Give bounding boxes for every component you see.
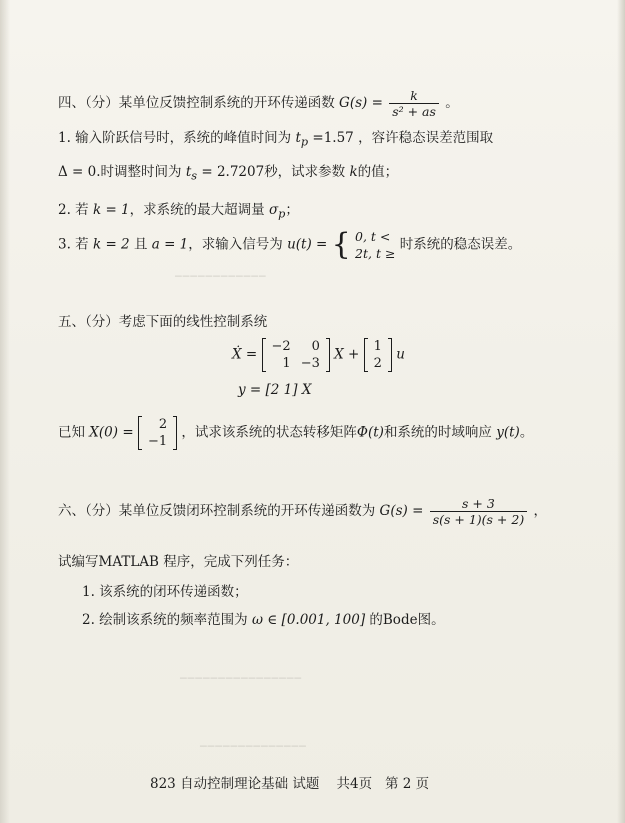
footer-total: 共4页 [336,776,373,792]
q5-x0-2: −1 [147,434,168,449]
q6-task-1: 1. 该系统的闭环传递函数； [82,584,248,600]
q6-tf-end: ， [533,503,547,519]
q5-b1: 1 [373,339,382,354]
q4-p1-ts-value: = 2.7207 [197,164,265,180]
q4-intro: 四、（分）某单位反馈控制系统的开环传递函数 [58,95,335,111]
q4-part3-line [58,228,521,262]
q5-state-equation [232,338,405,372]
q6-task-2 [82,608,445,628]
q4-part1-line1 [58,126,493,149]
q6-tf-fraction [430,496,528,527]
q4-p1-tp-value: =1.57 [308,130,354,146]
q5-matrix-b [364,338,392,372]
q4-p1-ts-sub: s [191,169,198,183]
bleed-through-text: ──────────── [175,270,267,283]
q6-tf-lhs: G(s) = [379,503,424,519]
q4-tf-end: 。 [445,95,459,111]
q4-part2-line [58,198,299,221]
q4-tf-denominator: s² + as [392,104,436,119]
q4-p1-text-a: 1. 输入阶跃信号时，系统的峰值时间为 [58,130,292,146]
q6-task-intro: 试编写MATLAB 程序，完成下列任务： [58,554,299,570]
q6-intro: 六、（分）某单位反馈闭环控制系统的开环传递函数为 [58,503,376,519]
q5-known-c: 和系统的时域响应 [383,424,492,441]
q4-intro-line [58,88,459,119]
q6-tf-denominator: s(s + 1)(s + 2) [432,512,525,527]
q4-p3-text-a: 3. 若 [58,236,89,253]
q4-p3-cases [355,228,395,262]
q6-task2-b: 的Bode图。 [369,612,445,628]
bleed-through-text-3: ────────────── [200,740,307,753]
footer-label: 试题 [292,776,320,792]
q4-p2-k: k = 1 [92,202,130,218]
q4-p1-ts: t [185,164,192,180]
q6-task2-range: ω ∈ [0.001, 100] [251,612,366,628]
q5-u: u [396,346,405,363]
q4-p2-sigma: σ [268,202,279,218]
q4-p3-a: a = 1 [151,236,189,253]
q5-known-b: ，试求该系统的状态转移矩阵 [181,424,357,441]
q5-a21: 1 [282,356,291,371]
q4-p3-case2: 2t, t ≥ [355,246,396,261]
q5-yt: y(t) [496,424,520,441]
q5-matrix-a [262,338,330,372]
q4-p2-sigma-sub: p [278,207,286,221]
q4-p1-tp: t [295,130,301,146]
q6-intro-line [58,496,547,527]
q6-task2-a: 2. 绘制该系统的频率范围为 [82,612,248,628]
q4-p3-brace: { [331,227,351,262]
q4-p1-tp-sub: p [300,135,309,149]
q5-x-plus: X + [334,346,360,363]
bleed-through-text-2: ──────────────── [180,672,302,685]
q5-a12: 0 [311,339,320,354]
q4-p3-case1: 0, t < [355,229,391,244]
q4-p1-text-c: 时调整时间为 [100,164,182,180]
q5-intro: 五、（分）考虑下面的线性控制系统 [58,314,268,330]
q5-output-equation: y = [2 1] X [238,382,312,398]
q5-b2: 2 [373,356,382,371]
page-left-edge [0,0,10,823]
q5-x0: X(0) = [89,424,134,441]
q4-p3-text-b: 且 [133,236,148,253]
q5-x0-1: 2 [158,417,168,432]
footer-code: 823 [150,776,176,792]
footer-title: 自动控制理论基础 [180,776,289,792]
page-right-edge [617,0,625,823]
q5-x0-vector [138,416,177,450]
q4-p3-text-d: 时系统的稳态误差。 [399,236,522,253]
q4-p1-text-d: 秒，试求参数 [264,164,346,180]
q5-known-a: 已知 [58,424,85,441]
q4-p2-text-b: ，求系统的最大超调量 [129,202,265,218]
q5-a22: −3 [300,356,320,371]
q4-p2-text-c: ； [285,202,299,218]
q4-p1-text-e: 的值； [357,164,399,180]
page-footer [150,772,429,792]
q6-tf-numerator: s + 3 [430,496,528,512]
q5-known-d: 。 [519,424,534,441]
footer-page-number: 第 2 页 [385,776,430,792]
q4-part1-line2 [58,160,398,183]
q4-tf-numerator: k [389,88,439,104]
q4-p3-text-c: ，求输入信号为 [188,236,283,253]
q5-phi: Φ(t) [356,424,384,441]
q4-p1-k: k [349,164,358,180]
q4-p3-k: k = 2 [92,236,130,253]
q4-p3-u: u(t) = [287,236,328,253]
q4-p1-delta: Δ = 0. [58,164,101,180]
q4-tf-lhs: G(s) = [339,95,383,111]
q5-known-line [58,416,533,450]
q4-p1-text-b: ，容许稳态误差范围取 [358,130,494,146]
q5-xdot: Ẋ = [232,346,258,363]
q4-p2-text-a: 2. 若 [58,202,89,218]
q4-tf-fraction [389,88,439,119]
q5-a11: −2 [271,339,291,354]
